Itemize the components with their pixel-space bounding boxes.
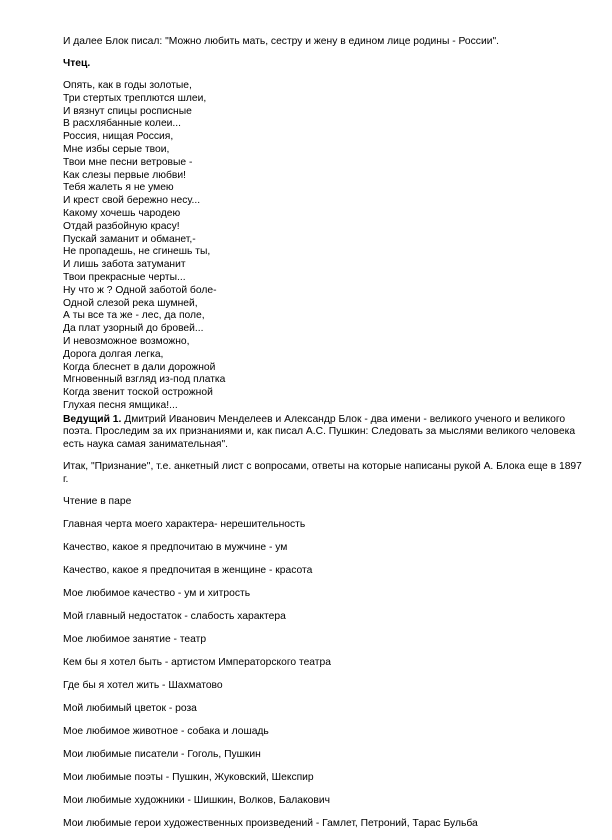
poem-line: Опять, как в годы золотые,: [63, 80, 192, 91]
poem-line: Отдай разбойную красу!: [63, 220, 180, 232]
poem-line: Когда звенит тоской острожной: [63, 387, 213, 399]
poem-line: Три стертых треплются шлеи,: [63, 92, 207, 104]
poem-line: Ну что ж ? Одной заботой боле-: [63, 284, 217, 296]
answer-line: Мои любимые поэты - Пушкин, Жуковский, Шекспир: [63, 772, 314, 784]
poem-line: Россия, нищая Россия,: [63, 131, 174, 143]
answer-line: Качество, какое я предпочитая в женщине - красота: [63, 565, 313, 577]
poem: [63, 80, 583, 413]
poem-line: Как слезы первые любви!: [63, 169, 186, 181]
answer-line: Мой главный недостаток - слабость характера: [63, 611, 286, 623]
poem-line: Когда блеснет в дали дорожной: [63, 361, 216, 373]
answer-line: Мой любимый цветок - роза: [63, 703, 197, 715]
answer-line: Качество, какое я предпочитаю в мужчине - ум: [63, 542, 288, 554]
poem-line: И вязнут спицы росписные: [63, 105, 192, 117]
answer-line: Мои любимые писатели - Гоголь, Пушкин: [63, 749, 261, 761]
poem-line: Да плат узорный до бровей...: [63, 323, 204, 335]
poem-line: Пускай заманит и обманет,-: [63, 233, 196, 245]
answer-line: Кем бы я хотел быть - артистом Императорского театра: [63, 657, 331, 669]
reader-heading: Чтец.: [63, 58, 91, 69]
poem-line: И лишь забота затуманит: [63, 259, 186, 271]
poem-line: Мне избы серые твои,: [63, 143, 170, 155]
pair-reading-label: Чтение в паре: [63, 496, 132, 508]
answer-line: Главная черта моего характера- нерешительность: [63, 519, 306, 531]
answer-line: Мои любимые герои художественных произведений - Гамлет, Петроний, Тарас Бульба: [63, 818, 478, 830]
answer-line: Мое любимое качество - ум и хитрость: [63, 588, 251, 600]
poem-line: Одной слезой река шумней,: [63, 297, 198, 309]
poem-line: Какому хочешь чародею: [63, 207, 181, 219]
poem-line: В расхлябанные колеи...: [63, 118, 182, 130]
poem-line: Дорога долгая легка,: [63, 348, 164, 360]
questionnaire-answers: [63, 518, 583, 830]
document-content: [63, 35, 583, 840]
poem-line: Тебя жалеть я не умею: [63, 182, 174, 194]
poem-line: И невозможное возможно,: [63, 335, 190, 347]
intro-paragraph: И далее Блок писал: "Можно любить мать, сестру и жену в едином лице родины - России".: [63, 36, 499, 47]
answer-line: Где бы я хотел жить - Шахматово: [63, 680, 223, 692]
poem-line: И крест свой бережно несу...: [63, 195, 201, 207]
answer-line: Мое любимое животное - собака и лошадь: [63, 726, 269, 738]
host-text: Дмитрий Иванович Менделеев и Александр Блок - два имени - великого ученого и великого поэта. Проследим за их признаниями и, как писал А.С. Пушкин: Следовать за мыслями великого человека есть наука самая занимательная".: [63, 413, 576, 450]
answer-line: Мое любимое занятие - театр: [63, 634, 207, 646]
poem-line: Не пропадешь, не сгинешь ты,: [63, 246, 211, 258]
confession-intro: Итак, "Признание", т.е. анкетный лист с вопросами, ответы на которые написаны рукой А. Блока еще в 1897 г.: [63, 461, 582, 486]
poem-line: Твои прекрасные черты...: [63, 271, 186, 283]
poem-line: А ты все та же - лес, да поле,: [63, 310, 205, 322]
host-label: Ведущий 1.: [63, 413, 122, 425]
host-paragraph: [63, 414, 583, 452]
answer-line: Мои любимые художники - Шишкин, Волков, Балакович: [63, 795, 330, 807]
poem-line: Мгновенный взгляд из-под платка: [63, 374, 226, 386]
poem-line: Глухая песня ямщика!...: [63, 399, 178, 411]
poem-line: Твои мне песни ветровые -: [63, 156, 193, 168]
